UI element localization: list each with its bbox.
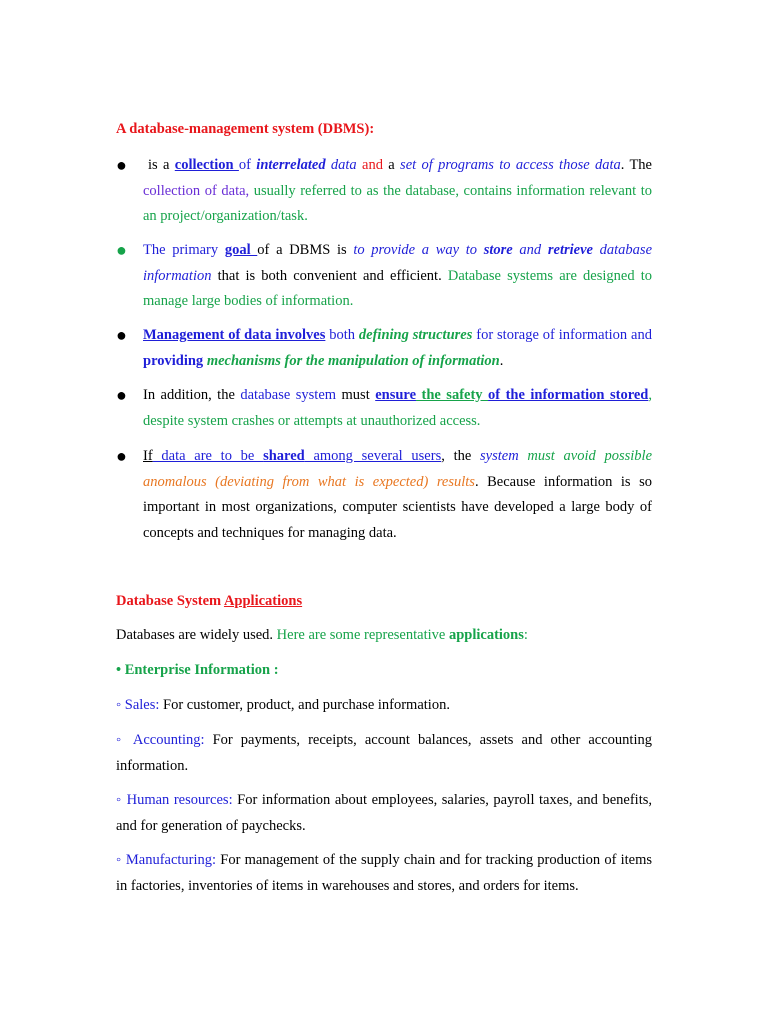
text: of the information stored xyxy=(488,387,649,403)
text: : xyxy=(523,627,528,643)
text: of a DBMS is xyxy=(257,242,354,258)
text: and xyxy=(512,242,548,258)
text: ◦ Human resources: xyxy=(116,792,233,808)
text: a xyxy=(382,157,401,173)
text: If xyxy=(143,448,153,464)
text: is a xyxy=(148,157,175,173)
bullet-management xyxy=(116,323,652,374)
text: providing xyxy=(143,352,204,369)
text: applications xyxy=(448,627,524,643)
text: , the xyxy=(441,448,481,464)
text: In addition, the xyxy=(143,387,241,403)
item-human-resources xyxy=(116,788,652,839)
text: store xyxy=(483,242,513,258)
text: For information about employees, salaries, payroll taxes, and benefits, and for generation of paychecks. xyxy=(116,792,652,834)
text: Database systems are designed to manage large bodies of information. xyxy=(143,267,652,309)
bullet-dot: ● xyxy=(116,385,127,405)
text: must xyxy=(336,387,376,403)
text: retrieve xyxy=(547,242,593,258)
text: collection of data, xyxy=(143,182,250,199)
text: data xyxy=(325,157,363,173)
text: set of programs to access those data xyxy=(400,157,621,173)
text: usually referred to as the database, contains information relevant to an project/organization/task. xyxy=(143,182,652,224)
text: goal xyxy=(224,242,258,258)
text: For customer, product, and purchase information. xyxy=(159,697,450,713)
item-manufacturing xyxy=(116,848,652,899)
intro-line xyxy=(116,623,652,649)
text: of xyxy=(238,157,257,173)
text: ensure xyxy=(375,387,417,403)
text: to provide a way to xyxy=(353,242,484,258)
text: data are to be xyxy=(152,448,264,464)
item-accounting xyxy=(116,728,652,779)
text: for storage of information and xyxy=(472,327,652,343)
text: . The xyxy=(620,157,652,173)
text: database information xyxy=(143,242,652,284)
bullet-dot: ● xyxy=(116,446,127,466)
text: The primary xyxy=(143,242,225,258)
text: among several users xyxy=(304,448,442,464)
text: and xyxy=(362,157,383,173)
text: system xyxy=(480,448,519,464)
bullet-collection xyxy=(116,153,652,230)
text: ◦ Sales: xyxy=(116,697,160,713)
text: mechanisms for the manipulation of information xyxy=(203,352,500,369)
text: Database System xyxy=(116,593,224,609)
bullet-shared xyxy=(116,444,652,546)
section-heading-applications xyxy=(116,593,302,610)
bullet-dot: ● xyxy=(116,240,127,260)
text: ◦ Manufacturing: xyxy=(116,852,217,868)
text: database system xyxy=(240,387,337,403)
bullet-dot: ● xyxy=(116,155,127,175)
text: collection xyxy=(174,157,239,173)
text: Here are some representative xyxy=(276,627,449,643)
text: Management of data involves xyxy=(143,327,326,343)
bullet-safety xyxy=(116,383,652,434)
section-heading-dbms: A database-management system (DBMS): xyxy=(116,121,375,137)
text: must avoid possible xyxy=(518,448,653,464)
text: the safety xyxy=(416,387,489,403)
text: defining structures xyxy=(358,327,473,343)
text: shared xyxy=(263,448,305,464)
text: For payments, receipts, account balances, assets and other accounting information. xyxy=(116,732,652,774)
text: Databases are widely used. xyxy=(116,627,277,643)
text: . xyxy=(499,352,504,369)
bullet-dot: ● xyxy=(116,325,127,345)
text: . Because information is so important in most organizations, computer scientists have developed a large body of concepts and techniques for managing data. xyxy=(143,473,652,541)
text: Applications xyxy=(223,593,303,609)
enterprise-heading: • Enterprise Information : xyxy=(116,662,279,678)
item-sales xyxy=(116,693,652,719)
text: anomalous (deviating from what is expected) results xyxy=(143,473,475,490)
text: that is both convenient and efficient. xyxy=(211,267,448,284)
text: , despite system crashes or attempts at unauthorized access. xyxy=(143,387,652,429)
text: interrelated xyxy=(256,157,326,173)
text: ◦ Accounting: xyxy=(116,732,205,748)
bullet-goal xyxy=(116,238,652,315)
text: both xyxy=(325,327,359,343)
text: For management of the supply chain and for tracking production of items in factories, inventories of items in warehouses and stores, and orders for items. xyxy=(116,852,652,894)
